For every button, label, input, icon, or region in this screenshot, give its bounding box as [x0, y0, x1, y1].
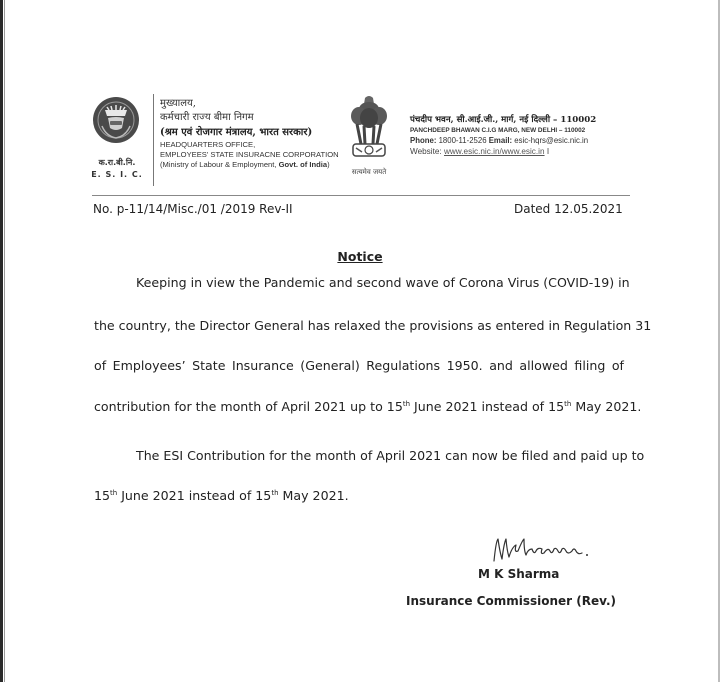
- esic-logo-hindi-abbr: क.रा.बी.नि.: [98, 158, 136, 167]
- notice-title: Notice: [337, 249, 383, 264]
- para2-line2-b: June 2021 instead of 15: [117, 488, 272, 503]
- esic-logo-english-abbr: E. S. I. C.: [91, 170, 143, 179]
- ministry-suffix: ): [327, 160, 330, 169]
- website-suffix: I: [544, 147, 550, 156]
- headquarters-block: [160, 97, 360, 170]
- para1-line3: of Employees’ State Insurance (General) Regulations 1950. and allowed filing of: [94, 358, 624, 373]
- para1-line4: [94, 399, 641, 414]
- hq-hindi-line-2: कर्मचारी राज्य बीमा निगम: [160, 112, 254, 123]
- address-block: [410, 114, 650, 157]
- ordinal-suffix: th: [271, 489, 279, 497]
- contact-line: [410, 136, 650, 146]
- phone-label: Phone:: [410, 136, 437, 145]
- para2-line2-c: May 2021.: [278, 488, 349, 503]
- ordinal-suffix: th: [564, 400, 572, 408]
- website-link[interactable]: www.esic.nic.in/www.esic.in: [443, 147, 545, 156]
- para2-line1: The ESI Contribution for the month of April 2021 can now be filed and paid up to: [136, 448, 645, 463]
- website-label: Website:: [410, 147, 444, 156]
- para1-line4-a: contribution for the month of April 2021 up to 15: [94, 399, 403, 414]
- email-label: Email:: [488, 136, 513, 145]
- ministry-prefix: (Ministry of Labour & Employment,: [160, 160, 279, 169]
- hq-hindi-line-1: मुख्यालय,: [160, 98, 196, 109]
- national-emblem-icon: [349, 94, 389, 162]
- esic-logo-icon: [92, 96, 140, 144]
- ordinal-suffix: th: [402, 400, 411, 408]
- hq-english-line-2: EMPLOYEES' STATE INSURACNE CORPORATION: [160, 150, 339, 159]
- hq-english-line-3: [160, 160, 360, 170]
- scan-edge-left-shadow: [4, 0, 5, 682]
- emblem-motto: सत्यमेव जयते: [351, 168, 387, 176]
- address-english: PANCHDEEP BHAWAN C.I.G MARG, NEW DELHI – 110002: [410, 127, 586, 134]
- website-line: [410, 146, 650, 157]
- letterhead-divider: [153, 94, 154, 186]
- para2-line2-a: 15: [94, 488, 111, 503]
- ordinal-suffix: th: [110, 489, 118, 497]
- para1-line1: Keeping in view the Pandemic and second wave of Corona Virus (COVID-19) in: [136, 275, 630, 290]
- para1-line2: the country, the Director General has relaxed the provisions as entered in Regulation 31: [94, 318, 652, 333]
- handwritten-signature: [488, 533, 598, 567]
- address-hindi: पंचदीप भवन, सी.आई.जी., मार्ग, नई दिल्ली – 110002: [410, 115, 597, 125]
- para1-line4-c: May 2021.: [571, 399, 642, 414]
- hq-english-line-1: HEADQUARTERS OFFICE,: [160, 140, 256, 149]
- date: Dated 12.05.2021: [514, 202, 623, 216]
- govt-of-india: Govt. of India: [278, 160, 328, 169]
- para2-line2: [94, 488, 349, 503]
- scan-edge-left: [0, 0, 3, 682]
- signer-designation: Insurance Commissioner (Rev.): [406, 594, 617, 608]
- letterhead-rule: [92, 195, 630, 196]
- email-value: esic-hqrs@esic.nic.in: [512, 136, 589, 145]
- phone-value: 1800-11-2526: [436, 136, 489, 145]
- hq-hindi-line-3: (श्रम एवं रोजगार मंत्रालय, भारत सरकार): [160, 127, 313, 138]
- signer-name: M K Sharma: [478, 567, 560, 581]
- reference-number: No. p-11/14/Misc./01 /2019 Rev-II: [93, 202, 293, 216]
- para1-line4-b: June 2021 instead of 15: [410, 399, 565, 414]
